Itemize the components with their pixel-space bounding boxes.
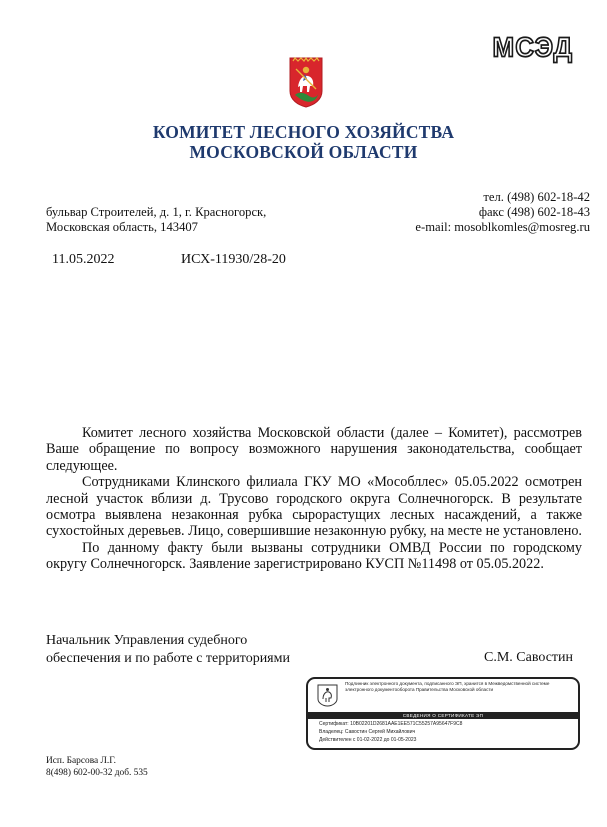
e-signature-owner: Владелец: Савостин Сергей Михайлович (319, 729, 416, 735)
electronic-signature-stamp (306, 677, 580, 750)
moscow-region-emblem-icon (317, 684, 338, 707)
e-signature-validity: Действителен с 01-02-2022 до 01-05-2023 (319, 737, 417, 743)
executor-block (46, 755, 148, 779)
body-paragraph-1: Комитет лесного хозяйства Московской области (далее – Комитет), рассмотрев Ваше обращение по вопросу возможного нарушения законодательства, сообщает следующее. (46, 425, 582, 474)
signatory-title (46, 632, 290, 668)
address-block (46, 205, 266, 235)
signatory-name: С.М. Савостин (484, 650, 574, 665)
organization-line-1: КОМИТЕТ ЛЕСНОГО ХОЗЯЙСТВА (152, 122, 455, 142)
body-paragraph-2: Сотрудниками Клинского филиала ГКУ МО «Мособллес» 05.05.2022 осмотрен лесной участок вблизи д. Трусово городского округа Солнечногорск. В результате осмотра выявлена незаконная рубка сырорастущих лесных насаждений, а также сухостойных деревьев. Лицо, совершившие незаконную рубку, на месте не установлено. (46, 474, 582, 540)
signatory-title-line-1: Начальник Управления судебного (46, 633, 248, 648)
organization-line-2: МОСКОВСКОЙ ОБЛАСТИ (189, 142, 418, 162)
address-line-1: бульвар Строителей, д. 1, г. Красногорск, (46, 205, 267, 219)
contact-phone: тел. (498) 602-18-42 (483, 190, 590, 204)
document-date: 11.05.2022 (52, 252, 115, 267)
address-line-2: Московская область, 143407 (46, 220, 198, 234)
letter-body (46, 425, 582, 573)
executor-name: Исп. Барсова Л.Г. (46, 756, 116, 766)
msed-stamp: МСЭД (492, 30, 573, 64)
organization-name (0, 122, 607, 162)
e-signature-note: Подлинник электронного документа, подписанного ЭП, хранится в Межведомственной системе электронного документооборота Правительства Московской области (345, 681, 550, 692)
e-signature-header: СВЕДЕНИЯ О СЕРТИФИКАТЕ ЭП (308, 712, 578, 719)
contact-email: e-mail: mosoblkomles@mosreg.ru (415, 220, 590, 234)
body-paragraph-3: По данному факту были вызваны сотрудники ОМВД России по городскому округу Солнечногорск. Заявление зарегистрировано КУСП №11498 от 05.05.2022. (46, 539, 582, 573)
executor-phone: 8(498) 602-00-32 доб. 535 (46, 768, 148, 778)
document-number: ИСХ-11930/28-20 (181, 252, 286, 267)
e-signature-certificate: Сертификат: 10B02201D2681AAE1EE571C55257A95647F9C8 (319, 721, 463, 727)
contacts-block (415, 190, 590, 235)
coat-of-arms-icon (289, 57, 323, 108)
signatory-title-line-2: обеспечения и по работе с территориями (46, 651, 290, 666)
contact-fax: факс (498) 602-18-43 (478, 205, 590, 219)
